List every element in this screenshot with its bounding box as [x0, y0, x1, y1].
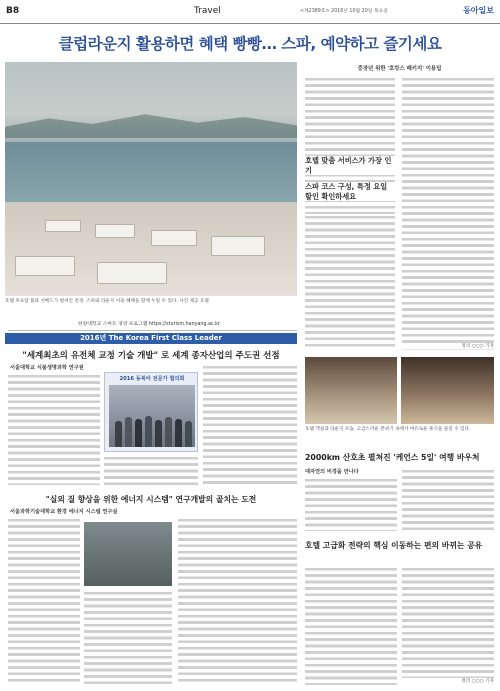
cairns-subhead: 대자연의 비경을 만나다	[305, 469, 359, 475]
box-big-subhead: "세계최초의 유전체 교정 기술 개발" 로 세계 종자산업의 주도권 선점	[22, 351, 280, 361]
page-header	[0, 0, 500, 24]
cairns-headline: 2000km 산호초 펼쳐진 '케언스 5일' 여행 바우처	[305, 453, 480, 462]
hotel-strategy-headline: 호텔 고급화 전략의 핵심 이동하는 편의 바뀌는 공유	[305, 541, 483, 550]
box-col-1	[8, 373, 100, 485]
right-top-subhead-a: 호텔 맞춤 서비스가 가장 인기	[305, 156, 395, 175]
box-col-3	[203, 364, 297, 485]
person	[155, 420, 162, 447]
mountain-backdrop	[5, 110, 297, 138]
box-left-label: 서울대학교 식품생명과학 연구원	[10, 365, 84, 371]
hotel-room-photo	[401, 357, 494, 424]
box-col-2	[104, 455, 198, 485]
hotel-lounge-photo	[305, 357, 397, 424]
page-number: B8	[6, 6, 20, 16]
newspaper-logo: 동아일보	[463, 6, 494, 15]
hotel-strategy-credit: 정리 ○○○ 기자	[461, 679, 494, 684]
pool-water	[5, 142, 297, 204]
lounger-5	[15, 256, 75, 276]
box-left-label-2: 서울과학기술대학교 환경 에너지 시스템 연구실	[10, 509, 118, 515]
pool-deck	[5, 202, 297, 296]
photo-caption: 호텔 루프탑 풀과 선베드가 펼쳐진 전경. 스파와 라운지 이용 혜택을 함께 누릴 수 있다. 사진 제공 호텔	[5, 299, 209, 304]
person	[185, 421, 192, 447]
hotel-strategy-col-1	[305, 566, 397, 685]
lounger-3	[151, 230, 197, 246]
hotel-photo-caption: 호텔 객실과 라운지 모습. 고급스러운 분위기 속에서 여유로운 휴식을 즐길 수 있다.	[305, 427, 471, 432]
person	[125, 417, 132, 447]
right-top-col-1b	[305, 214, 395, 350]
group-photo	[109, 385, 195, 447]
cairns-col-1	[305, 477, 397, 531]
box-second-subhead: "실외 질 향상을 위한 에너지 시스템" 연구개발의 골치는 도전	[45, 495, 257, 504]
insert-title: 2016 동북아 전문가 협의회	[119, 376, 185, 382]
box-title: 한양대학교 스마트 경영 프로그램 https://sturism.hanyang.ac.kr	[8, 320, 297, 331]
box-col-6	[178, 517, 297, 685]
box-banner: 2016년 The Korea First Class Leader	[5, 333, 297, 344]
right-top-credit: 정리 ○○○ 기자	[402, 343, 494, 349]
lounger-6	[97, 262, 167, 284]
section-label: Travel	[194, 6, 221, 16]
researcher-photo	[84, 522, 172, 586]
rooftop-pool-photo	[5, 62, 297, 296]
cairns-col-2	[402, 468, 494, 531]
lounger-1	[45, 220, 81, 232]
right-top-col-2	[402, 76, 494, 350]
box-col-4	[8, 517, 80, 685]
lounger-2	[95, 224, 135, 238]
issue-info: <제2389호> 2016년 10월 20일 목요일	[300, 9, 388, 14]
person	[135, 419, 142, 447]
lounger-4	[211, 236, 265, 256]
person	[145, 416, 152, 447]
hotel-strategy-col-2	[402, 566, 494, 678]
person	[165, 417, 172, 447]
person	[175, 419, 182, 447]
conference-insert	[104, 372, 198, 452]
box-col-5	[84, 590, 172, 685]
main-headline: 클럽라운지 활용하면 혜택 빵빵… 스파, 예약하고 즐기세요	[58, 35, 442, 53]
right-top-subhead-b: 스파 코스 구성, 특정 요일 할인 확인하세요	[305, 182, 395, 201]
person	[115, 421, 122, 447]
right-top-title: 중장년 위한 '호캉스 패키지' 이용팁	[357, 66, 442, 72]
